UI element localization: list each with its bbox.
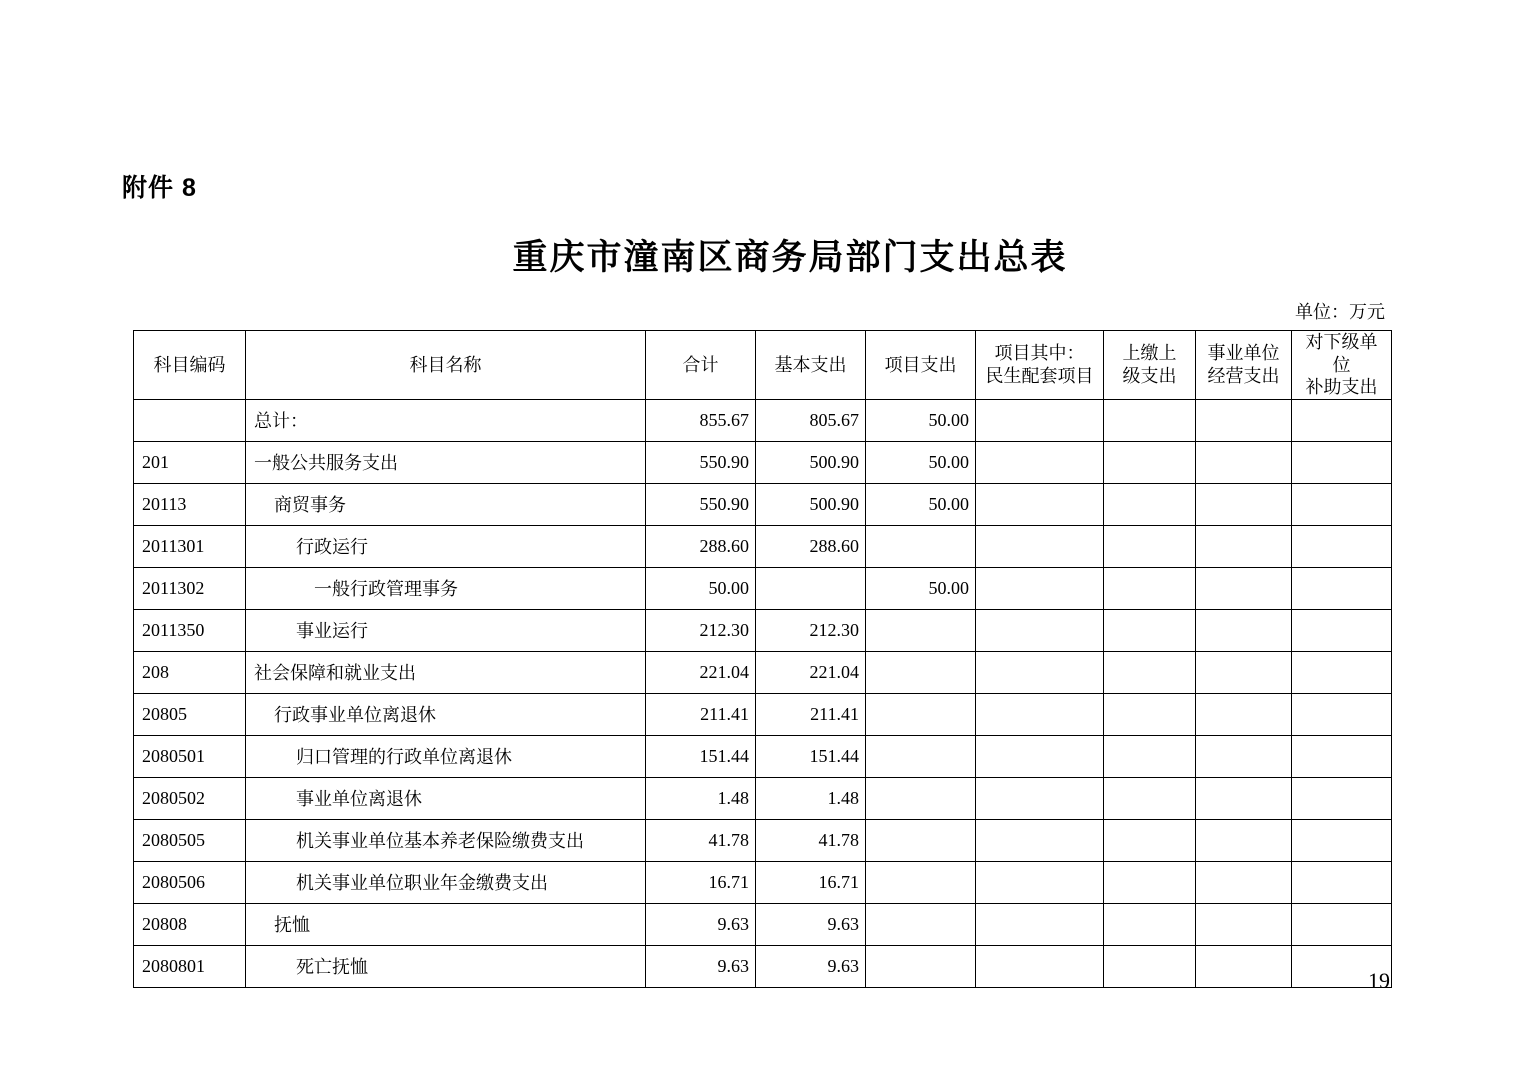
cell-code: 20808	[134, 903, 246, 945]
cell-basic: 9.63	[756, 945, 866, 987]
table-row	[134, 777, 1392, 819]
cell-livelihood	[976, 735, 1104, 777]
cell-subsidy	[1292, 735, 1392, 777]
column-header-operating-line2: 经营支出	[1207, 365, 1280, 386]
cell-subsidy	[1292, 693, 1392, 735]
cell-operating	[1196, 945, 1292, 987]
unit-note: 单位：万元	[1295, 302, 1385, 322]
column-header-subsidy-line2: 补助支出	[1305, 377, 1378, 397]
table-row	[134, 945, 1392, 987]
cell-subsidy	[1292, 483, 1392, 525]
column-header-livelihood-line1: 项目其中：	[994, 343, 1085, 364]
column-header-upper-line1: 上缴上	[1122, 343, 1177, 364]
table-row	[134, 693, 1392, 735]
cell-upper	[1104, 609, 1196, 651]
table-row	[134, 567, 1392, 609]
cell-upper	[1104, 819, 1196, 861]
cell-project	[866, 903, 976, 945]
cell-basic: 221.04	[756, 651, 866, 693]
cell-operating	[1196, 777, 1292, 819]
cell-subsidy	[1292, 399, 1392, 441]
cell-code: 2080501	[134, 735, 246, 777]
cell-project: 50.00	[866, 567, 976, 609]
cell-basic: 805.67	[756, 399, 866, 441]
cell-total: 1.48	[646, 777, 756, 819]
cell-total: 9.63	[646, 945, 756, 987]
table-row	[134, 441, 1392, 483]
cell-code: 2080502	[134, 777, 246, 819]
cell-name: 机关事业单位基本养老保险缴费支出	[246, 819, 646, 861]
cell-operating	[1196, 819, 1292, 861]
page-number: 19	[1368, 968, 1390, 993]
cell-operating	[1196, 567, 1292, 609]
cell-livelihood	[976, 903, 1104, 945]
cell-code: 2011350	[134, 609, 246, 651]
cell-project: 50.00	[866, 399, 976, 441]
cell-livelihood	[976, 777, 1104, 819]
cell-total: 550.90	[646, 441, 756, 483]
cell-project	[866, 819, 976, 861]
cell-name: 机关事业单位职业年金缴费支出	[246, 861, 646, 903]
table-row	[134, 903, 1392, 945]
cell-total: 151.44	[646, 735, 756, 777]
cell-project	[866, 651, 976, 693]
cell-total: 855.67	[646, 399, 756, 441]
cell-basic: 16.71	[756, 861, 866, 903]
cell-basic: 1.48	[756, 777, 866, 819]
cell-upper	[1104, 903, 1196, 945]
cell-upper	[1104, 861, 1196, 903]
cell-livelihood	[976, 399, 1104, 441]
cell-subsidy	[1292, 651, 1392, 693]
cell-basic: 212.30	[756, 609, 866, 651]
cell-total: 212.30	[646, 609, 756, 651]
cell-livelihood	[976, 609, 1104, 651]
column-header-livelihood	[976, 331, 1104, 400]
column-header-upper-line2: 级支出	[1122, 365, 1177, 386]
cell-total: 288.60	[646, 525, 756, 567]
column-header-operating-line1: 事业单位	[1207, 343, 1280, 364]
cell-livelihood	[976, 525, 1104, 567]
column-header-basic: 基本支出	[756, 331, 866, 400]
cell-code: 2080506	[134, 861, 246, 903]
cell-upper	[1104, 567, 1196, 609]
cell-total: 221.04	[646, 651, 756, 693]
cell-basic: 151.44	[756, 735, 866, 777]
cell-upper	[1104, 483, 1196, 525]
cell-subsidy	[1292, 567, 1392, 609]
cell-name: 社会保障和就业支出	[246, 651, 646, 693]
column-header-operating	[1196, 331, 1292, 400]
cell-subsidy	[1292, 609, 1392, 651]
cell-project	[866, 693, 976, 735]
cell-code: 20805	[134, 693, 246, 735]
cell-operating	[1196, 525, 1292, 567]
cell-project: 50.00	[866, 483, 976, 525]
table-header-row	[134, 331, 1392, 400]
cell-name: 商贸事务	[246, 483, 646, 525]
column-header-code: 科目编码	[134, 331, 246, 400]
cell-project: 50.00	[866, 441, 976, 483]
cell-name: 一般行政管理事务	[246, 567, 646, 609]
cell-operating	[1196, 861, 1292, 903]
cell-livelihood	[976, 861, 1104, 903]
cell-upper	[1104, 525, 1196, 567]
table-row	[134, 861, 1392, 903]
cell-upper	[1104, 693, 1196, 735]
cell-code: 20113	[134, 483, 246, 525]
cell-code: 208	[134, 651, 246, 693]
cell-basic: 500.90	[756, 441, 866, 483]
cell-subsidy	[1292, 819, 1392, 861]
column-header-project: 项目支出	[866, 331, 976, 400]
cell-operating	[1196, 693, 1292, 735]
cell-basic	[756, 567, 866, 609]
cell-livelihood	[976, 693, 1104, 735]
cell-livelihood	[976, 483, 1104, 525]
cell-code: 2080505	[134, 819, 246, 861]
cell-name: 归口管理的行政单位离退休	[246, 735, 646, 777]
cell-subsidy	[1292, 861, 1392, 903]
cell-operating	[1196, 483, 1292, 525]
cell-livelihood	[976, 567, 1104, 609]
cell-operating	[1196, 441, 1292, 483]
table-row	[134, 819, 1392, 861]
table-row	[134, 735, 1392, 777]
cell-basic: 41.78	[756, 819, 866, 861]
cell-name: 总计：	[246, 399, 646, 441]
cell-code	[134, 399, 246, 441]
cell-project	[866, 945, 976, 987]
column-header-subsidy	[1292, 331, 1392, 400]
cell-upper	[1104, 945, 1196, 987]
cell-upper	[1104, 441, 1196, 483]
cell-livelihood	[976, 819, 1104, 861]
expenditure-table	[133, 330, 1392, 988]
cell-name: 行政事业单位离退休	[246, 693, 646, 735]
cell-basic: 288.60	[756, 525, 866, 567]
cell-total: 211.41	[646, 693, 756, 735]
cell-subsidy	[1292, 903, 1392, 945]
cell-project	[866, 735, 976, 777]
cell-subsidy	[1292, 525, 1392, 567]
column-header-subsidy-line1: 对下级单位	[1305, 332, 1378, 375]
cell-total: 16.71	[646, 861, 756, 903]
cell-livelihood	[976, 651, 1104, 693]
cell-name: 一般公共服务支出	[246, 441, 646, 483]
cell-name: 抚恤	[246, 903, 646, 945]
cell-total: 9.63	[646, 903, 756, 945]
cell-operating	[1196, 399, 1292, 441]
table-row	[134, 609, 1392, 651]
cell-basic: 500.90	[756, 483, 866, 525]
cell-name: 事业运行	[246, 609, 646, 651]
cell-code: 201	[134, 441, 246, 483]
cell-name: 行政运行	[246, 525, 646, 567]
column-header-upper	[1104, 331, 1196, 400]
cell-name: 死亡抚恤	[246, 945, 646, 987]
cell-upper	[1104, 651, 1196, 693]
cell-upper	[1104, 735, 1196, 777]
cell-subsidy	[1292, 777, 1392, 819]
table-row	[134, 525, 1392, 567]
cell-total: 550.90	[646, 483, 756, 525]
table-row	[134, 483, 1392, 525]
page-title: 重庆市潼南区商务局部门支出总表	[512, 238, 1068, 277]
cell-name: 事业单位离退休	[246, 777, 646, 819]
cell-upper	[1104, 777, 1196, 819]
cell-code: 2011301	[134, 525, 246, 567]
table-body	[134, 399, 1392, 987]
cell-code: 2011302	[134, 567, 246, 609]
cell-total: 41.78	[646, 819, 756, 861]
table-header	[134, 331, 1392, 400]
cell-livelihood	[976, 441, 1104, 483]
column-header-name: 科目名称	[246, 331, 646, 400]
cell-basic: 9.63	[756, 903, 866, 945]
cell-operating	[1196, 735, 1292, 777]
cell-project	[866, 525, 976, 567]
column-header-livelihood-line2: 民生配套项目	[985, 365, 1094, 386]
cell-code: 2080801	[134, 945, 246, 987]
cell-operating	[1196, 903, 1292, 945]
cell-operating	[1196, 651, 1292, 693]
cell-upper	[1104, 399, 1196, 441]
cell-project	[866, 861, 976, 903]
cell-basic: 211.41	[756, 693, 866, 735]
cell-livelihood	[976, 945, 1104, 987]
cell-operating	[1196, 609, 1292, 651]
table-row	[134, 651, 1392, 693]
attachment-label: 附件 8	[122, 174, 197, 202]
cell-project	[866, 777, 976, 819]
column-header-total: 合计	[646, 331, 756, 400]
cell-project	[866, 609, 976, 651]
cell-subsidy	[1292, 441, 1392, 483]
table-row	[134, 399, 1392, 441]
cell-total: 50.00	[646, 567, 756, 609]
